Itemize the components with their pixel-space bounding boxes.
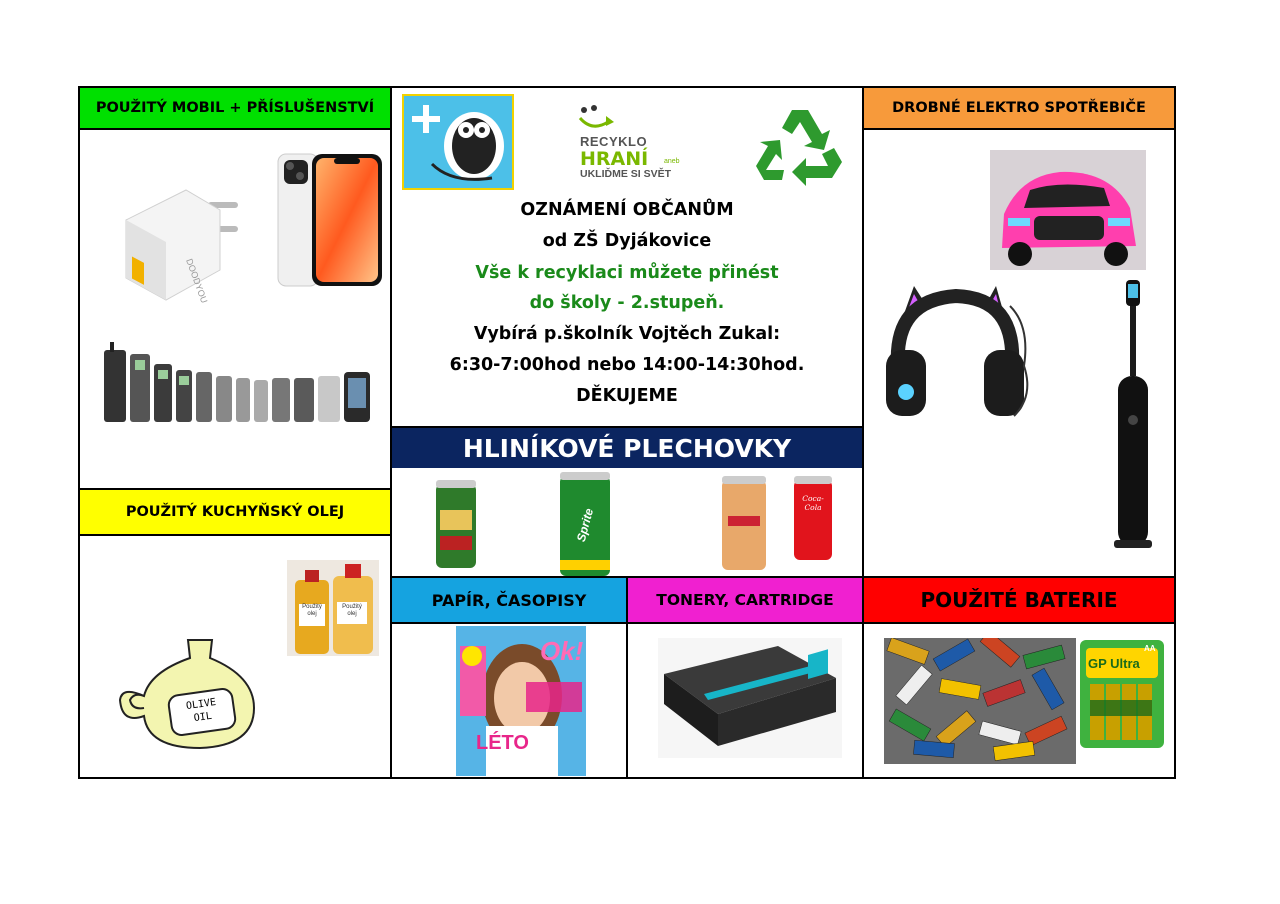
section-header-oil: [78, 488, 392, 536]
bottle-label: Použitý olej: [342, 604, 362, 617]
toner-panel: [626, 622, 864, 779]
cola-can-image: [794, 476, 832, 560]
logo-line3: UKLIĎME SI SVĚT: [580, 168, 672, 180]
announcement-line-4: do školy - 2.stupeň.: [529, 293, 725, 313]
announcement-line-1: OZNÁMENÍ OBČANŮM: [520, 200, 734, 220]
owl-logo-image: [402, 94, 514, 190]
oil-bottles-image: [287, 560, 379, 656]
announcement-panel: [390, 86, 864, 428]
cola-label: Coca-Cola: [802, 494, 824, 512]
old-phones-image: [102, 342, 382, 428]
section-header-paper: [390, 576, 628, 624]
logo-line1: RECYKLO: [580, 134, 648, 149]
svg-text:DOODYOU: DOODYOU: [184, 257, 210, 305]
section-header-electro: [862, 86, 1176, 130]
recyklohrani-logo: [574, 104, 704, 184]
headphones-image: [884, 286, 1044, 432]
battery-brand-label: GP Ultra: [1088, 656, 1140, 671]
battery-size-label: AA: [1144, 644, 1156, 653]
section-title: TONERY, CARTRIDGE: [656, 591, 834, 609]
announcement-line-2: od ZŠ Dyjákovice: [542, 231, 712, 251]
coffee-can-image: [722, 476, 766, 572]
announcement-line-6: 6:30-7:00hod nebo 14:00-14:30hod.: [449, 355, 805, 375]
electro-panel: [862, 128, 1176, 578]
recycle-icon: [752, 106, 846, 190]
bottle-label: Použitý olej: [302, 604, 322, 617]
section-title: POUŽITÉ BATERIE: [920, 588, 1118, 612]
magazine-title: Ok!: [540, 636, 584, 666]
sprite-can-image: [560, 472, 610, 578]
logo-line2: HRANÍ: [580, 148, 649, 170]
cans-panel: [390, 468, 864, 578]
section-title: PAPÍR, ČASOPISY: [431, 590, 587, 610]
smartphone-image: [276, 152, 386, 290]
logo-aneb: aneb: [664, 158, 680, 165]
beer-can-image: [436, 480, 476, 568]
sprite-label: Sprite: [573, 506, 597, 544]
section-title: HLINÍKOVÉ PLECHOVKY: [462, 433, 792, 463]
announcement-line-5: Vybírá p.školník Vojtěch Zukal:: [473, 324, 781, 344]
oil-panel: [78, 534, 392, 779]
gp-battery-pack-image: [1080, 640, 1164, 748]
magazine-image: [456, 626, 586, 776]
announcement-line-7: DĚKUJEME: [576, 386, 678, 406]
section-title: POUŽITÝ KUCHYŇSKÝ OLEJ: [125, 504, 345, 520]
magazine-headline: LÉTO: [476, 732, 529, 754]
mobile-panel: [78, 128, 392, 490]
toner-cartridge-image: [658, 638, 842, 758]
batteries-pile-image: [884, 638, 1076, 764]
toy-car-image: [990, 150, 1146, 270]
section-title: POUŽITÝ MOBIL + PŘÍSLUŠENSTVÍ: [95, 100, 375, 116]
section-header-mobile: [78, 86, 392, 130]
toothbrush-image: [1108, 280, 1158, 552]
batteries-panel: [862, 622, 1176, 779]
announcement-line-3: Vše k recyklaci můžete přinést: [475, 263, 779, 283]
paper-panel: [390, 622, 628, 779]
section-header-batteries: [862, 576, 1176, 624]
section-title: DROBNÉ ELEKTRO SPOTŘEBIČE: [892, 100, 1146, 116]
jar-label: OLIVE OIL: [185, 697, 217, 725]
section-header-toner: [626, 576, 864, 624]
section-header-cans: [390, 426, 864, 470]
olive-oil-jar-image: [114, 636, 264, 752]
charger-image: [116, 160, 246, 310]
